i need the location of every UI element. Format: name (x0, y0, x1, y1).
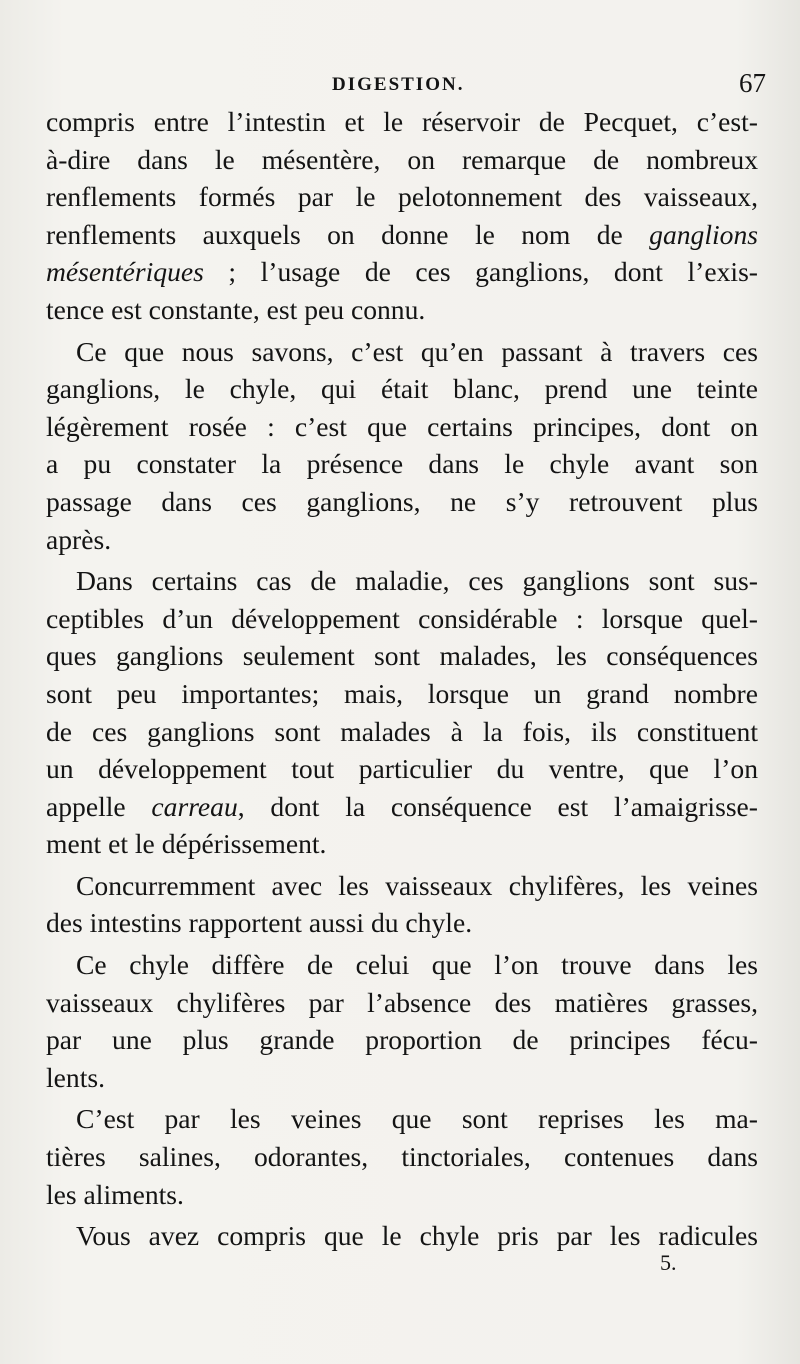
paragraph-2 (46, 333, 758, 559)
body-text (46, 103, 758, 1255)
text-line: renflements formés par le pelotonnement des vaisseaux, (46, 181, 758, 213)
text-line: Vous avez compris que le chyle pris par les radicules (76, 1220, 758, 1252)
text-line: les aliments. (46, 1178, 184, 1210)
text-line: C’est par les veines que sont reprises les ma- (76, 1103, 758, 1135)
text-line: par une plus grande proportion de principes fécu- (46, 1024, 758, 1056)
paragraph-7 (46, 1217, 758, 1255)
text-line: ceptibles d’un développement considérable : lorsque quel- (46, 602, 758, 634)
paragraph-4 (46, 867, 758, 942)
text-line: après. (46, 523, 112, 555)
text-line: un développement tout particulier du ventre, que l’on (46, 753, 758, 785)
text-line: de ces ganglions sont malades à la fois, ils constituent (46, 715, 758, 747)
text-line: ques ganglions seulement sont malades, les conséquences (46, 640, 758, 672)
text-line: mésentériques ; l’usage de ces ganglions, dont l’exis- (46, 256, 758, 288)
paragraph-6 (46, 1100, 758, 1213)
text-line: compris entre l’intestin et le réservoir de Pecquet, c’est- (46, 106, 758, 137)
running-head (0, 68, 800, 102)
text-line: Dans certains cas de maladie, ces ganglions sont sus- (76, 565, 758, 597)
text-line: légèrement rosée : c’est que certains principes, dont on (46, 410, 758, 442)
text-line: tence est constante, est peu connu. (46, 293, 426, 325)
page-number: 67 (739, 68, 766, 98)
signature-mark: 5. (660, 1250, 677, 1275)
text-line: lents. (46, 1061, 106, 1093)
text-line: Ce que nous savons, c’est qu’en passant à travers ces (76, 335, 758, 367)
text-line: des intestins rapportent aussi du chyle. (46, 907, 473, 939)
text-line: tières salines, odorantes, tinctoriales, contenues dans (46, 1141, 758, 1173)
paragraph-5 (46, 946, 758, 1096)
text-line: renflements auxquels on donne le nom de ganglions (46, 218, 758, 250)
text-line: ment et le dépérissement. (46, 828, 327, 860)
text-line: a pu constater la présence dans le chyle avant son (46, 448, 758, 480)
running-head-title: DIGESTION. (332, 74, 465, 95)
text-line: à-dire dans le mésentère, on remarque de nombreux (46, 143, 758, 175)
text-line: ganglions, le chyle, qui était blanc, prend une teinte (46, 373, 758, 405)
text-line: passage dans ces ganglions, ne s’y retrouvent plus (46, 485, 758, 517)
text-line: appelle carreau, dont la conséquence est l’amaigrisse- (46, 790, 758, 822)
text-line: Concurremment avec les vaisseaux chylifères, les veines (76, 869, 758, 901)
text-line: Ce chyle diffère de celui que l’on trouve dans les (76, 949, 758, 981)
text-line: sont peu importantes; mais, lorsque un grand nombre (46, 677, 758, 709)
paragraph-3 (46, 562, 758, 863)
paragraph-1 (46, 103, 758, 329)
text-line: vaisseaux chylifères par l’absence des matières grasses, (46, 986, 758, 1018)
